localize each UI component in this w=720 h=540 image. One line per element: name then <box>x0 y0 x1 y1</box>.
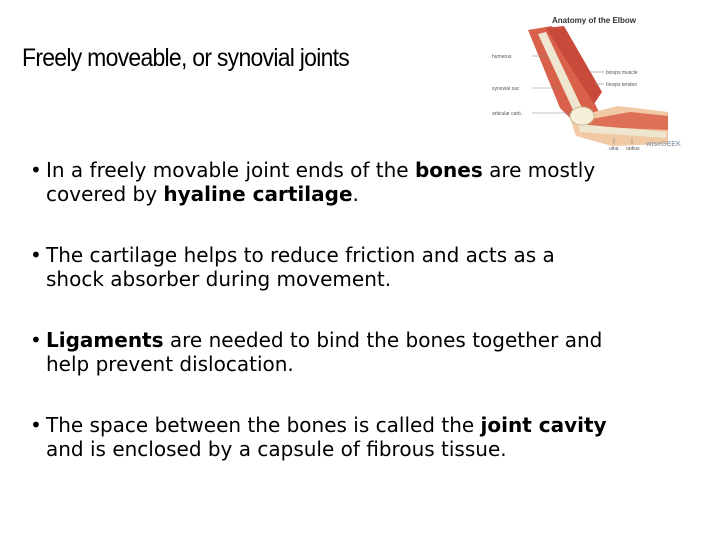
watermark: wiseGEEK <box>646 141 682 148</box>
elbow-anatomy-figure <box>490 12 682 152</box>
elbow-illustration <box>490 12 670 152</box>
bullet-bold-term: bones <box>414 158 483 182</box>
bullet-list <box>30 158 610 498</box>
bullet-text: and is enclosed by a capsule of fibrous tissue. <box>46 437 507 461</box>
figure-title: Anatomy of the Elbow <box>552 16 636 25</box>
bullet-item <box>30 243 610 291</box>
label-synovial: synovial sac <box>492 86 520 92</box>
bullet-item <box>30 158 610 206</box>
bullet-text: The cartilage helps to reduce friction and acts as a shock absorber during movement. <box>46 243 555 291</box>
bullet-item <box>30 413 610 461</box>
bullet-text: . <box>352 182 359 206</box>
bullet-bold-term: Ligaments <box>46 328 164 352</box>
bullet-bold-term: hyaline cartilage <box>163 182 353 206</box>
bullet-text: In a freely movable joint ends of the <box>46 158 415 182</box>
bullet-item <box>30 328 610 376</box>
bullet-text: are needed to bind the bones together and help prevent dislocation. <box>46 328 603 376</box>
label-radius: radius <box>626 146 640 152</box>
elbow-joint <box>570 107 594 125</box>
label-humerus: humerus <box>492 54 512 60</box>
bullet-text: The space between the bones is called the <box>46 413 481 437</box>
label-cartilage: articular carti. <box>492 111 523 117</box>
bullet-bold-term: joint cavity <box>480 413 607 437</box>
label-ulna: ulna <box>609 146 619 152</box>
label-biceps-muscle: biceps muscle <box>606 70 638 76</box>
slide-title: Freely moveable, or synovial joints <box>22 44 350 72</box>
label-biceps-tendon: biceps tendon <box>606 82 638 88</box>
bullet-text: are mostly covered by <box>46 158 596 206</box>
